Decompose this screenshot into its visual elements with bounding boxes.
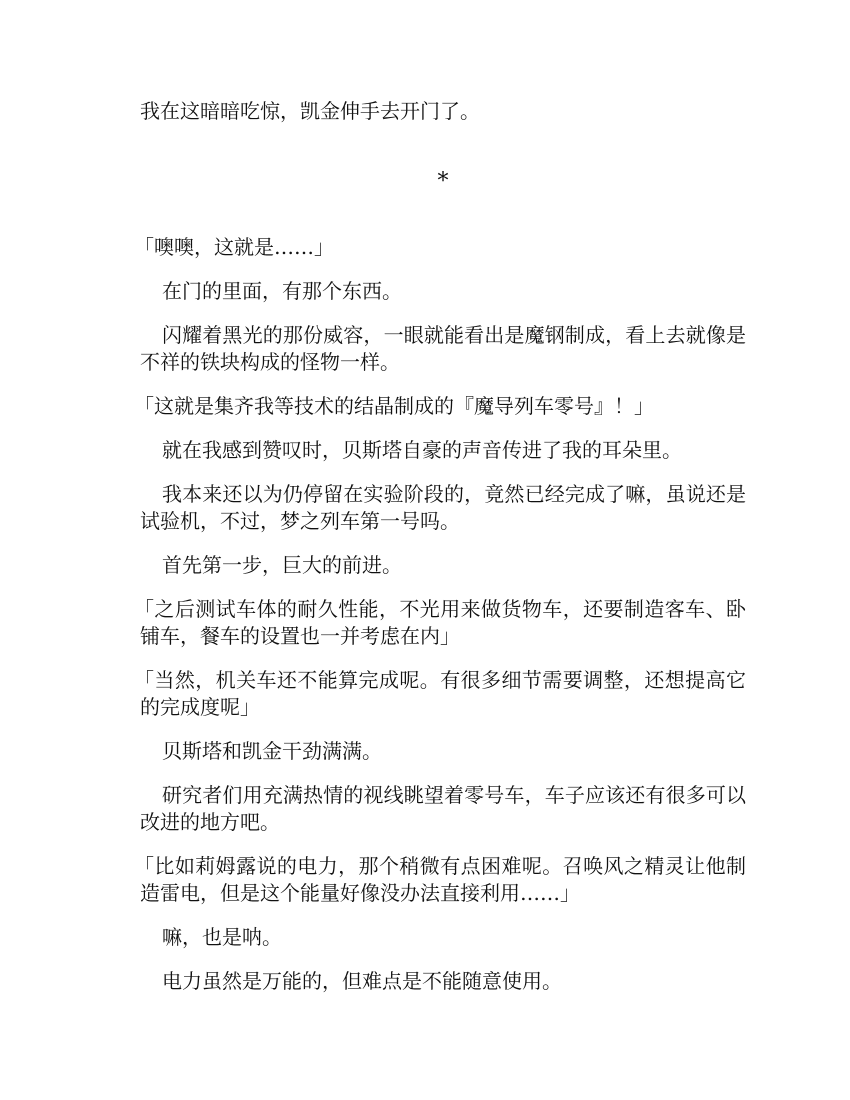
paragraph: 在门的里面，有那个东西。 bbox=[162, 279, 402, 303]
section-separator: * bbox=[437, 169, 449, 194]
paragraph: 嘛，也是呐。 bbox=[162, 925, 282, 949]
paragraph: 就在我感到赞叹时，贝斯塔自豪的声音传进了我的耳朵里。 bbox=[162, 438, 682, 462]
paragraph: 研究者们用充满热情的视线眺望着零号车，车子应该还有很多可以改进的地方吧。 bbox=[140, 783, 746, 834]
dialogue-paragraph: 「当然，机关车还不能算完成呢。有很多细节需要调整，还想提高它的完成度呢」 bbox=[134, 668, 746, 719]
dialogue-paragraph: 「之后测试车体的耐久性能，不光用来做货物车，还要制造客车、卧铺车，餐车的设置也一并考虑在内」 bbox=[134, 597, 746, 648]
dialogue-paragraph: 「这就是集齐我等技术的结晶制成的『魔导列车零号』！」 bbox=[134, 394, 654, 418]
paragraph: 首先第一步，巨大的前进。 bbox=[162, 553, 402, 577]
paragraph: 电力虽然是万能的，但难点是不能随意使用。 bbox=[162, 969, 562, 993]
paragraph: 闪耀着黑光的那份威容，一眼就能看出是魔钢制成，看上去就像是不祥的铁块构成的怪物一样。 bbox=[140, 323, 746, 374]
paragraph: 我在这暗暗吃惊，凯金伸手去开门了。 bbox=[140, 99, 480, 123]
paragraph: 我本来还以为仍停留在实验阶段的，竟然已经完成了嘛，虽说还是试验机，不过，梦之列车第一号吗。 bbox=[140, 482, 746, 533]
paragraph: 贝斯塔和凯金干劲满满。 bbox=[162, 739, 382, 763]
dialogue-paragraph: 「噢噢，这就是……」 bbox=[134, 235, 334, 259]
dialogue-paragraph: 「比如莉姆露说的电力，那个稍微有点困难呢。召唤风之精灵让他制造雷电，但是这个能量好像没办法直接利用……」 bbox=[134, 854, 746, 905]
document-page bbox=[134, 98, 746, 1012]
